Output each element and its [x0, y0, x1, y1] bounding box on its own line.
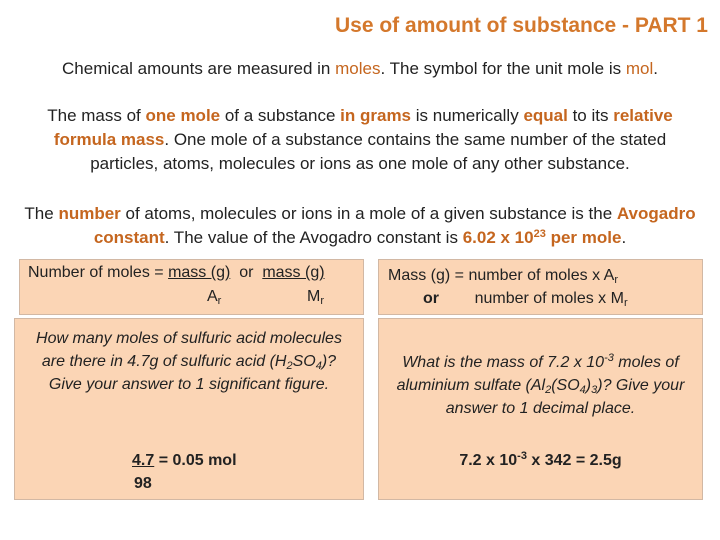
text: Chemical amounts are measured in — [62, 59, 336, 78]
mr-symbol: M — [307, 288, 321, 305]
question-part: ) — [585, 377, 592, 394]
ar-subscript: r — [614, 274, 618, 286]
question-text — [379, 351, 702, 420]
mass-formula-alt-text: number of moles x M — [474, 290, 624, 307]
text: of a substance — [220, 106, 341, 125]
superscript: -3 — [604, 352, 614, 364]
text-highlight-avogadro-value — [463, 228, 622, 247]
ar-subscript: r — [217, 295, 222, 307]
formula-lead: Number of moles = — [28, 264, 169, 281]
text: . The value of the Avogadro constant is — [164, 228, 463, 247]
text-highlight-one-mole: one mole — [145, 106, 221, 125]
mass-formula-text: Mass (g) = number of moles x A — [388, 267, 615, 284]
answer-line — [379, 449, 702, 472]
formula-denominator-ar — [207, 286, 221, 308]
subscript: 2 — [545, 384, 552, 396]
moles-formula-line — [28, 262, 325, 284]
answer-result: = 0.05 mol — [154, 452, 237, 469]
question-text — [15, 327, 363, 396]
ar-symbol: A — [207, 288, 218, 305]
avogadro-mantissa: 6.02 x 10 — [462, 228, 534, 247]
intro-paragraph-moles — [0, 57, 720, 81]
paragraph-mass-of-mole — [20, 104, 700, 176]
answer-line — [132, 449, 237, 472]
subscript: 2 — [286, 360, 293, 372]
text: . — [653, 59, 658, 78]
subscript: 4 — [315, 360, 322, 372]
text: of atoms, molecules or ions in a mole of a given substance is the — [120, 204, 617, 223]
question-part: )? Give your answer to 1 decimal place. — [445, 377, 685, 417]
text-highlight-number: number — [58, 204, 121, 223]
subscript: 4 — [579, 384, 586, 396]
answer-denominator: 98 — [134, 475, 152, 492]
text: is numerically — [411, 106, 524, 125]
answer-part: x 342 = 2.5g — [526, 452, 622, 469]
text: to its — [567, 106, 614, 125]
text: . The symbol for the unit mole is — [380, 59, 626, 78]
mass-formula-line-2 — [423, 288, 628, 310]
text-highlight-avogadro-constant: Avogadro constant — [93, 204, 696, 247]
mr-subscript: r — [320, 295, 324, 307]
formula-denominator-mr — [307, 286, 324, 308]
avogadro-unit: per mole — [545, 228, 622, 247]
text: The mass of — [47, 106, 146, 125]
formula-numerator-1: mass (g) — [168, 264, 231, 281]
text: . — [621, 228, 627, 247]
text-highlight-relative-formula-mass: relative formula mass — [53, 106, 673, 149]
text-highlight-equal: equal — [523, 106, 568, 125]
answer-part: 7.2 x 10 — [459, 452, 518, 469]
question-part: How many moles of sulfuric acid molecules are there in 4.7g of sulfuric acid (H — [36, 330, 342, 370]
mr-subscript: r — [623, 297, 628, 309]
text-highlight-mol: mol — [625, 59, 654, 78]
question-part: What is the mass of 7.2 x 10 — [402, 354, 605, 371]
question-part: SO — [292, 353, 316, 370]
question-box-sulfuric-acid — [14, 318, 364, 500]
text-highlight-in-grams: in grams — [340, 106, 412, 125]
mass-formula-or: or — [423, 290, 439, 307]
subscript: 3 — [591, 384, 598, 396]
text: The — [24, 204, 59, 223]
moles-formula-box — [19, 259, 364, 315]
text-highlight-moles: moles — [335, 59, 381, 78]
avogadro-exponent: 23 — [533, 228, 546, 240]
answer-exponent: -3 — [517, 450, 527, 462]
mass-formula-box — [378, 259, 703, 315]
text: . One mole of a substance contains the same number of the stated particles, atoms, molecules or ions as one mole of any other substance. — [90, 130, 667, 173]
formula-or: or — [239, 264, 254, 281]
question-part: (SO — [551, 377, 580, 394]
question-part: )? Give your answer to 1 significant figure. — [48, 353, 337, 393]
question-part: moles of aluminium sulfate (Al — [396, 354, 679, 394]
paragraph-avogadro — [15, 202, 705, 250]
question-box-aluminium-sulfate — [378, 318, 703, 500]
answer-numerator: 4.7 — [132, 452, 155, 469]
mass-formula-line-1 — [388, 265, 618, 287]
formula-numerator-2: mass (g) — [262, 264, 325, 281]
page-title: Use of amount of substance - PART 1 — [335, 14, 708, 37]
